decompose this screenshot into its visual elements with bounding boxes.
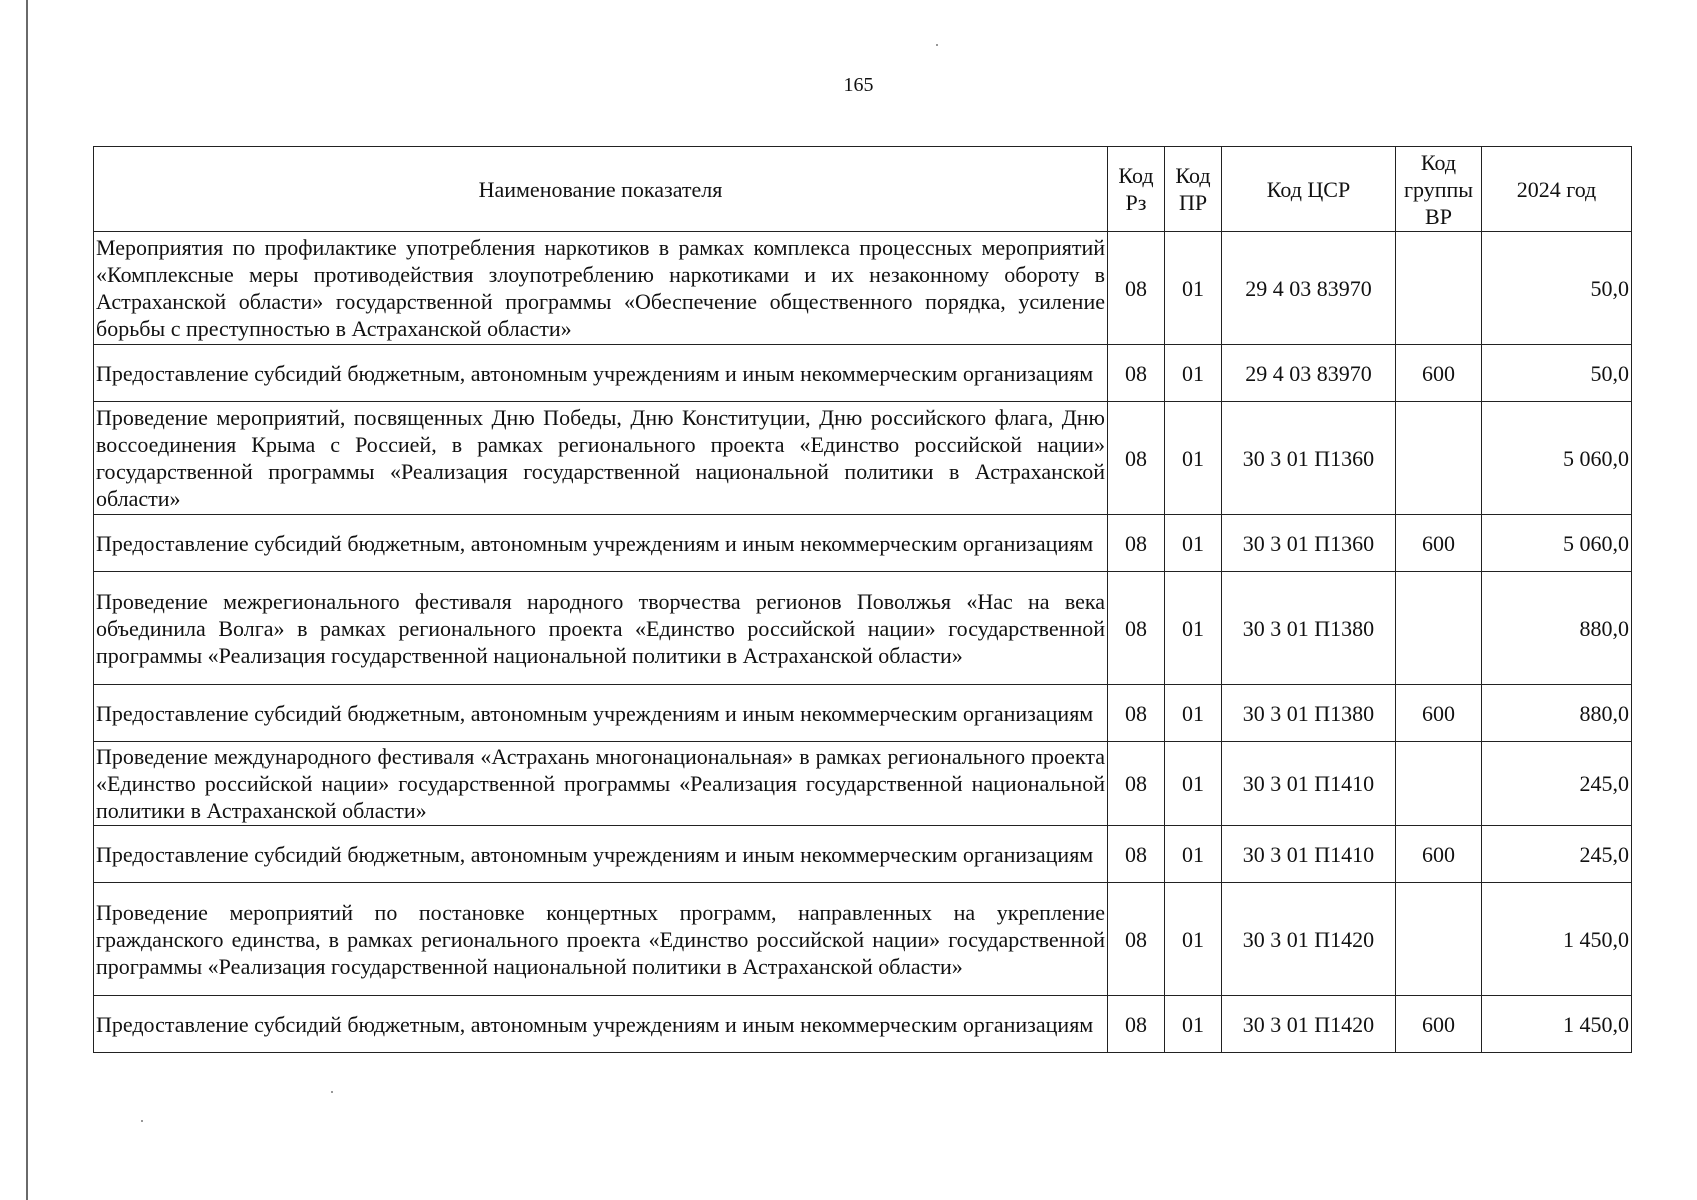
row-name: Предоставление субсидий бюджетным, автономным учреждениям и иным некоммерческим организациям	[94, 345, 1108, 402]
row-name: Проведение мероприятий, посвященных Дню Победы, Дню Конституции, Дню российского флага, Дню воссоединения Крыма с Россией, в рамках регионального проекта «Единство российской нации» государственной программы «Реализация государственной национальной политики в Астраханской области»	[94, 402, 1108, 515]
row-name: Мероприятия по профилактике употребления наркотиков в рамках комплекса процессных мероприятий «Комплексные меры противодействия злоупотреблению наркотиками и их незаконному обороту в Астраханской области» государственной программы «Обеспечение общественного порядка, усиление борьбы с преступностью в Астраханской области»	[94, 232, 1108, 345]
table-row	[94, 345, 1632, 402]
row-vr	[1396, 572, 1482, 685]
row-pr: 01	[1165, 685, 1222, 742]
table-header-row	[94, 147, 1632, 232]
row-csr: 30 3 01 П1380	[1222, 572, 1396, 685]
row-amount: 1 450,0	[1482, 996, 1632, 1053]
row-amount: 880,0	[1482, 685, 1632, 742]
row-name: Предоставление субсидий бюджетным, автономным учреждениям и иным некоммерческим организациям	[94, 685, 1108, 742]
row-pr: 01	[1165, 572, 1222, 685]
row-rz: 08	[1108, 826, 1165, 883]
row-csr: 30 3 01 П1410	[1222, 826, 1396, 883]
row-vr: 600	[1396, 826, 1482, 883]
row-pr: 01	[1165, 515, 1222, 572]
row-name: Предоставление субсидий бюджетным, автономным учреждениям и иным некоммерческим организациям	[94, 826, 1108, 883]
row-name: Предоставление субсидий бюджетным, автономным учреждениям и иным некоммерческим организациям	[94, 996, 1108, 1053]
table-row	[94, 742, 1632, 826]
row-pr: 01	[1165, 232, 1222, 345]
row-rz: 08	[1108, 402, 1165, 515]
row-vr	[1396, 232, 1482, 345]
row-csr: 30 3 01 П1380	[1222, 685, 1396, 742]
row-csr: 30 3 01 П1360	[1222, 515, 1396, 572]
row-csr: 30 3 01 П1360	[1222, 402, 1396, 515]
row-rz: 08	[1108, 232, 1165, 345]
row-amount: 50,0	[1482, 232, 1632, 345]
row-name: Предоставление субсидий бюджетным, автономным учреждениям и иным некоммерческим организациям	[94, 515, 1108, 572]
row-amount: 5 060,0	[1482, 515, 1632, 572]
header-name: Наименование показателя	[94, 147, 1108, 232]
row-name: Проведение мероприятий по постановке концертных программ, направленных на укрепление гражданского единства, в рамках регионального проекта «Единство российской нации» государственной программы «Реализация государственной национальной политики в Астраханской области»	[94, 883, 1108, 996]
table-row	[94, 402, 1632, 515]
row-amount: 1 450,0	[1482, 883, 1632, 996]
table-row	[94, 572, 1632, 685]
row-vr: 600	[1396, 996, 1482, 1053]
header-vr: Код группы ВР	[1396, 147, 1482, 232]
budget-table	[93, 146, 1632, 1053]
table-row	[94, 515, 1632, 572]
row-rz: 08	[1108, 996, 1165, 1053]
scan-speck	[936, 44, 938, 46]
left-margin-line	[26, 0, 28, 1200]
row-vr	[1396, 742, 1482, 826]
row-pr: 01	[1165, 996, 1222, 1053]
header-year: 2024 год	[1482, 147, 1632, 232]
row-amount: 245,0	[1482, 742, 1632, 826]
row-vr	[1396, 402, 1482, 515]
row-rz: 08	[1108, 742, 1165, 826]
row-pr: 01	[1165, 402, 1222, 515]
row-vr	[1396, 883, 1482, 996]
row-name: Проведение международного фестиваля «Астрахань многонациональная» в рамках регионального проекта «Единство российской нации» государственной программы «Реализация государственной национальной политики в Астраханской области»	[94, 742, 1108, 826]
page-number: 165	[843, 74, 874, 96]
row-vr: 600	[1396, 345, 1482, 402]
header-csr: Код ЦСР	[1222, 147, 1396, 232]
row-pr: 01	[1165, 742, 1222, 826]
row-pr: 01	[1165, 826, 1222, 883]
row-amount: 880,0	[1482, 572, 1632, 685]
table-row	[94, 883, 1632, 996]
header-pr: Код ПР	[1165, 147, 1222, 232]
scan-speck	[331, 1091, 333, 1093]
row-pr: 01	[1165, 883, 1222, 996]
table-row	[94, 826, 1632, 883]
row-csr: 29 4 03 83970	[1222, 232, 1396, 345]
row-rz: 08	[1108, 883, 1165, 996]
row-rz: 08	[1108, 345, 1165, 402]
row-csr: 29 4 03 83970	[1222, 345, 1396, 402]
row-amount: 50,0	[1482, 345, 1632, 402]
row-rz: 08	[1108, 572, 1165, 685]
row-vr: 600	[1396, 515, 1482, 572]
row-csr: 30 3 01 П1410	[1222, 742, 1396, 826]
row-pr: 01	[1165, 345, 1222, 402]
row-amount: 5 060,0	[1482, 402, 1632, 515]
row-name: Проведение межрегионального фестиваля народного творчества регионов Поволжья «Нас на века объединила Волга» в рамках регионального проекта «Единство российской нации» государственной программы «Реализация государственной национальной политики в Астраханской области»	[94, 572, 1108, 685]
header-rz: Код Рз	[1108, 147, 1165, 232]
row-csr: 30 3 01 П1420	[1222, 996, 1396, 1053]
table-row	[94, 232, 1632, 345]
row-rz: 08	[1108, 515, 1165, 572]
row-csr: 30 3 01 П1420	[1222, 883, 1396, 996]
row-amount: 245,0	[1482, 826, 1632, 883]
table-row	[94, 685, 1632, 742]
scan-speck	[141, 1120, 143, 1122]
table-row	[94, 996, 1632, 1053]
row-vr: 600	[1396, 685, 1482, 742]
row-rz: 08	[1108, 685, 1165, 742]
